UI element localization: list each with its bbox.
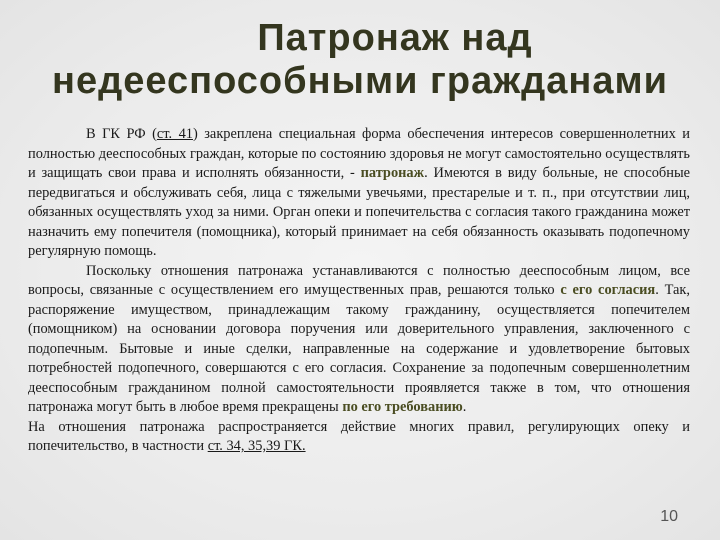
p2-text-2: . Так, распоряжение имуществом, принадлежащим такому гражданину, осуществляется попечителем (помощником) на основании договора поручения или доверительного управления, заключенного с подопечным. Бытовые и иные сделки, направленные на содержание и удовлетворение бытовых потребностей подопечного, совершаются с его согласия. Сохранение за подопечным совершеннолетним дееспособным гражданином полной самостоятельности проявляется также в том, что отношения патронажа могут быть в любое время прекращены [28,282,690,415]
p1-text-3: . Имеются в виду больные, не способные передвигаться и обслуживать себя, лица с тяжелыми увечьями, престарелые и т. п., при отсутствии лиц, обязанных осуществлять уход за ними. Орган опеки и попечительства с согласия такого гражданина может назначить ему попечителя (помощника), который принимает на себя обязанность оказывать подопечному регулярную помощь. [28,165,690,259]
p1-text-1: В ГК РФ ( [86,126,157,142]
term-consent: с его согласия [560,282,656,298]
p2-text-1: Поскольку отношения патронажа устанавливаются с полностью дееспособным лицом, все вопросы, связанные с осуществлением его имущественных прав, решаются только [28,262,690,298]
slide-body [28,125,690,457]
gk-article-41-link[interactable]: ст. 41 [156,126,193,142]
p3-text-1: На отношения патронажа распространяется действие многих правил, регулирующих опеку и попечительство, в частности [28,418,690,454]
slide-title [0,18,720,104]
term-patronage: патронаж [360,165,425,181]
p1-text-2: ) закреплена специальная форма обеспечения интересов совершеннолетних и полностью дееспособных граждан, которые по состоянию здоровья не могут самостоятельно осуществлять и защищать свои права и исполнять обязанности, - [28,126,691,181]
title-line-2: недееспособными гражданами [52,60,668,102]
title-line-1: Патронаж над [257,17,533,59]
paragraph-1 [28,125,690,262]
page-number: 10 [660,508,678,525]
paragraph-2 [28,262,690,418]
term-request: по его требованию [342,399,463,415]
paragraph-3 [28,418,690,457]
p2-text-3: . [462,399,467,415]
gk-articles-link[interactable]: ст. 34, 35,39 ГК. [207,438,306,454]
